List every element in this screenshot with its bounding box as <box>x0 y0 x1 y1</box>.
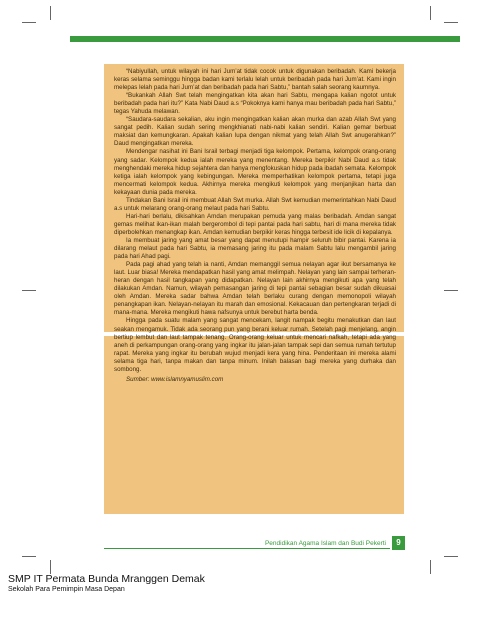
paragraph: Hingga pada suatu malam yang sangat mencekam, langit nampak begitu menakutkan dan laut seakan mengamuk. Tidak ada seorang pun yang berani keluar rumah. Setelah pagi menjelang, angin bertiup lembut dan laut tampak tenang. Orang-orang keluar untuk mencari nafkah, tetapi ada yang aneh di perkampungan orang-orang yang ingkar itu jalan-jalan tampak sepi dan semua rumah tertutup rapat. Mereka yang ingkar itu berubah wujud menjadi kera yang hina. Penderitaan ini mereka alami selama tiga hari, tanpa makan dan tanpa minum. Inilah balasan bagi mereka yang durhaka dan sombong. <box>114 317 396 373</box>
crop-mark <box>22 290 36 291</box>
crop-mark <box>50 560 51 574</box>
header-green-bar <box>70 36 460 42</box>
story-text <box>114 68 396 384</box>
paragraph: “Saudara-saudara sekalian, aku ingin mengingatkan kalian akan murka dan azab Allah Swt yang sangat pedih. Kalian sudah sering mengkhianati nabi-nabi kalian sendiri. Kalian gemar berbuat maksiat dan kemungkaran. Apakah kalian lupa dengan nikmat yang telah Allah Swt anugerahkan?” Daud mengingatkan mereka. <box>114 116 396 148</box>
footer-book-title: Pendidikan Agama Islam dan Budi Pekerti <box>264 540 386 547</box>
school-name: SMP IT Permata Bunda Mranggen Demak <box>8 573 205 585</box>
footer-divider <box>104 548 390 549</box>
school-tagline: Sekolah Para Pemimpin Masa Depan <box>8 586 125 593</box>
crop-mark <box>444 22 458 23</box>
paragraph: Pada pagi ahad yang telah ia nanti, Amdan memanggil semua nelayan agar ikut bersamanya ke laut. Luar biasa! Mereka mendapatkan hasil yang amat melimpah. Nelayan yang lain sampai terheran-heran dengan hasil tangkapan yang didapatkan. Nelayan lain akhirnya mengikuti apa yang telah dilakukan Amdan. Namun, wilayah pemasangan jaring di tepi pantai sebagian besar sudah dikuasai oleh Amdan. Mereka sadar bahwa Amdan telah berlaku curang dengan memonopoli wilayah penangkapan ikan. Nelayan-nelayan itu marah dan emosional. Kekacauan dan pertengkaran terjadi di mana-mana. Mereka mengikuti hawa nafsunya untuk berebut harta benda. <box>114 261 396 317</box>
crop-mark <box>444 290 458 291</box>
crop-mark <box>50 6 51 20</box>
crop-mark <box>430 560 431 574</box>
crop-mark <box>22 556 36 557</box>
paragraph: Tindakan Bani Israil ini membuat Allah Swt murka. Allah Swt kemudian memerintahkan Nabi Daud a.s untuk melarang orang-orang melaut pada hari Sabtu. <box>114 196 396 212</box>
paragraph: Mendengar nasihat ini Bani Israil terbagi menjadi tiga kelompok. Pertama, kelompok orang-orang yang sadar. Kelompok kedua ialah mereka yang menentang. Mereka berpikir Nabi Daud a.s tidak menghendaki mereka hidup sejahtera dan hanya mengfokuskan hidup pada ibadah semata. Kelompok ketiga ialah kelompok yang kebingungan. Mereka memperhatikan kelompok pertama, tetapi juga mencermati kelompok kedua. Akhirnya mereka mengikuti kelompok yang menjanjikan harta dan kekayaan dunia pada mereka. <box>114 148 396 196</box>
paragraph: Hari-hari berlalu, dikisahkan Amdan merupakan pemuda yang malas beribadah. Amdan sangat gemas melihat ikan-ikan malah bergerombol di tepi pantai pada hari sabtu, hari di mana mereka tidak diperbolehkan menangkap ikan. Amdan kemudian berpikir keras hingga terbesit ide licik di kepalanya. <box>114 212 396 236</box>
paragraph: “Bukankah Allah Swt telah mengingatkan kita akan hari Sabtu, mengapa kalian ngotot untuk beribadah pada hari itu?” Kata Nabi Daud a.s “Pokoknya kami hanya mau beribadah pada hari Sabtu,” tegas Yahuda melawan. <box>114 92 396 116</box>
paragraph: “Nabiyullah, untuk wilayah ini hari Jum’at tidak cocok untuk digunakan beribadah. Kami bekerja keras selama seminggu hingga badan kami terlalu lelah untuk beribadah pada hari Jum’at. Kami ingin melepas lelah pada hari Jum’at dan beribadah pada hari Sabtu,” bantah salah seorang kaumnya. <box>114 68 396 92</box>
crop-mark <box>444 556 458 557</box>
crop-mark <box>22 22 36 23</box>
crop-mark <box>430 6 431 20</box>
source-citation: Sumber: www.islamnyamuslim.com <box>126 375 224 383</box>
page-number: 9 <box>392 536 405 550</box>
paragraph: Ia membuat jaring yang amat besar yang dapat menutupi hampir seluruh bibir pantai. Karena ia dilarang melaut pada hari Sabtu, ia memasang jaring itu pada malam Sabtu lalu mengambil jaring pada hari Ahad pagi. <box>114 236 396 261</box>
